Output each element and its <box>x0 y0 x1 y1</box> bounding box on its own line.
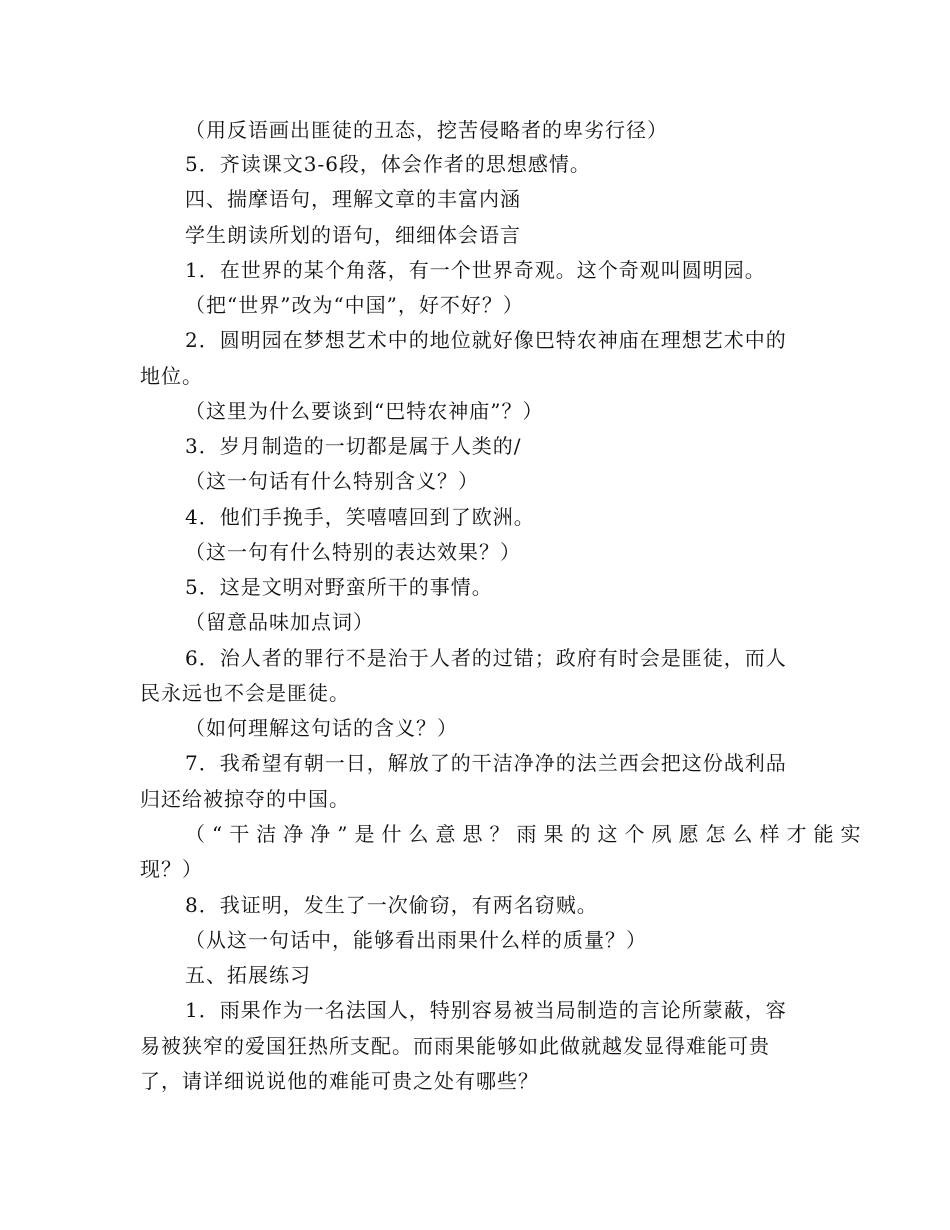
text-line-7: 2．圆明园在梦想艺术中的地位就好像巴特农神庙在理想艺术中的 <box>185 328 787 352</box>
text-line-11: （这一句话有什么特别含义？） <box>185 469 479 493</box>
text-line-17: 民永远也不会是匪徒。 <box>140 681 350 705</box>
text-line-5: 1．在世界的某个角落，有一个世界奇观。这个奇观叫圆明园。 <box>185 258 766 282</box>
text-line-22: 现？） <box>140 857 203 881</box>
text-line-16: 6．治人者的罪行不是治于人者的过错；政府有时会是匪徒，而人 <box>185 646 787 670</box>
text-line-24: （从这一句话中，能够看出雨果什么样的质量？） <box>185 928 647 952</box>
text-line-27: 易被狭窄的爱国狂热所支配。而雨果能够如此做就越发显得难能可贵 <box>140 1034 770 1058</box>
text-line-21: （“干洁净净”是什么意思？雨果的这个夙愿怎么样才能实 <box>185 822 868 846</box>
text-line-18: （如何理解这句话的含义？） <box>185 716 458 740</box>
text-line-23: 8．我证明，发生了一次偷窃，有两名窃贼。 <box>185 893 598 917</box>
text-line-9: （这里为什么要谈到“巴特农神庙”？） <box>185 399 544 423</box>
text-line-15: （留意品味加点词） <box>185 610 374 634</box>
text-line-14: 5．这是文明对野蛮所干的事情。 <box>185 575 493 599</box>
text-line-25: 五、拓展练习 <box>185 963 311 987</box>
text-line-6: （把“世界”改为“中国”，好不好？） <box>185 293 524 317</box>
text-line-19: 7．我希望有朝一日，解放了的干洁净净的法兰西会把这份战利品 <box>185 751 787 775</box>
text-line-4: 学生朗读所划的语句，细细体会语言 <box>185 223 521 247</box>
text-line-8: 地位。 <box>140 364 203 388</box>
text-line-12: 4．他们手挽手，笑嘻嘻回到了欧洲。 <box>185 505 535 529</box>
text-line-1: （用反语画出匪徒的丑态，挖苦侵略者的卑劣行径） <box>185 118 668 142</box>
text-line-2: 5．齐读课文3-6段，体会作者的思想感情。 <box>185 152 591 176</box>
text-line-3: 四、揣摩语句，理解文章的丰富内涵 <box>185 187 521 211</box>
text-line-10: 3．岁月制造的一切都是属于人类的/ <box>185 434 522 458</box>
text-line-26: 1．雨果作为一名法国人，特别容易被当局制造的言论所蒙蔽，容 <box>185 998 787 1022</box>
text-line-28: 了，请详细说说他的难能可贵之处有哪些？ <box>140 1069 539 1093</box>
text-line-13: （这一句有什么特别的表达效果？） <box>185 540 521 564</box>
text-line-20: 归还给被掠夺的中国。 <box>140 787 350 811</box>
